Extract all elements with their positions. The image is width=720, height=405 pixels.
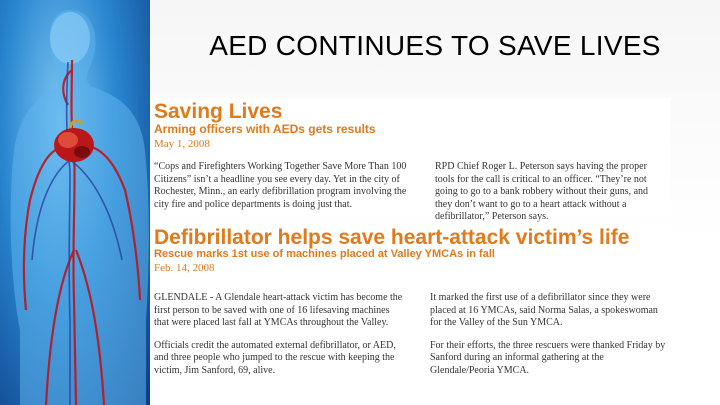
article-headline: Defibrillator helps save heart-attack victim’s life xyxy=(154,226,630,249)
newspaper-clipping-saving-lives xyxy=(150,98,670,222)
article-paragraph: It marked the first use of a defibrillator since they were placed at 16 YMCAs, said Norma Salas, a spokeswoman for the Valley of the Sun YMCA. xyxy=(430,292,658,328)
article-column-left xyxy=(154,161,416,221)
head-shape xyxy=(50,12,90,64)
circulatory-system-figure xyxy=(0,0,150,405)
article-headline: Saving Lives xyxy=(154,100,283,123)
article-subhead: Rescue marks 1st use of machines placed at Valley YMCAs in fall xyxy=(154,248,495,260)
anatomy-illustration xyxy=(0,0,150,405)
article-date: May 1, 2008 xyxy=(154,138,210,150)
article-date: Feb. 14, 2008 xyxy=(154,262,215,274)
article-paragraph: “Cops and Firefighters Working Together Save More Than 100 Citizens” isn’t a headline you see every day. Yet in the city of Rochester, Minn., an early defibrillation program involving the city fire and police departments is doing just that. xyxy=(154,161,407,210)
article-paragraph: RPD Chief Roger L. Peterson says having the proper tools for the call is critical to an officer. “They’re not going to go to a bank robbery without their guns, and they don’t want to go to a heart attack without a defibrillator,” Peterson says. xyxy=(435,161,649,222)
article-paragraph: GLENDALE - A Glendale heart-attack victim has become the first person to be saved with one of 16 lifesaving machines that were placed last fall at YMCAs throughout the Valley. xyxy=(154,292,403,328)
slide-title: AED CONTINUES TO SAVE LIVES xyxy=(209,30,661,61)
article-column-left xyxy=(154,292,406,387)
article-paragraph: For their efforts, the three rescuers were thanked Friday by Sanford during an informal gathering at the Glendale/Peoria YMCA. xyxy=(430,339,666,376)
article-subhead: Arming officers with AEDs gets results xyxy=(154,122,376,136)
article-column-right xyxy=(430,292,666,387)
article-paragraph: Officials credit the automated external defibrillator, or AED, and three people who jumped to the rescue with keeping the victim, Jim Sanford, 69, alive. xyxy=(154,339,396,376)
newspaper-clipping-defibrillator xyxy=(150,224,670,400)
article-column-right xyxy=(435,161,665,234)
